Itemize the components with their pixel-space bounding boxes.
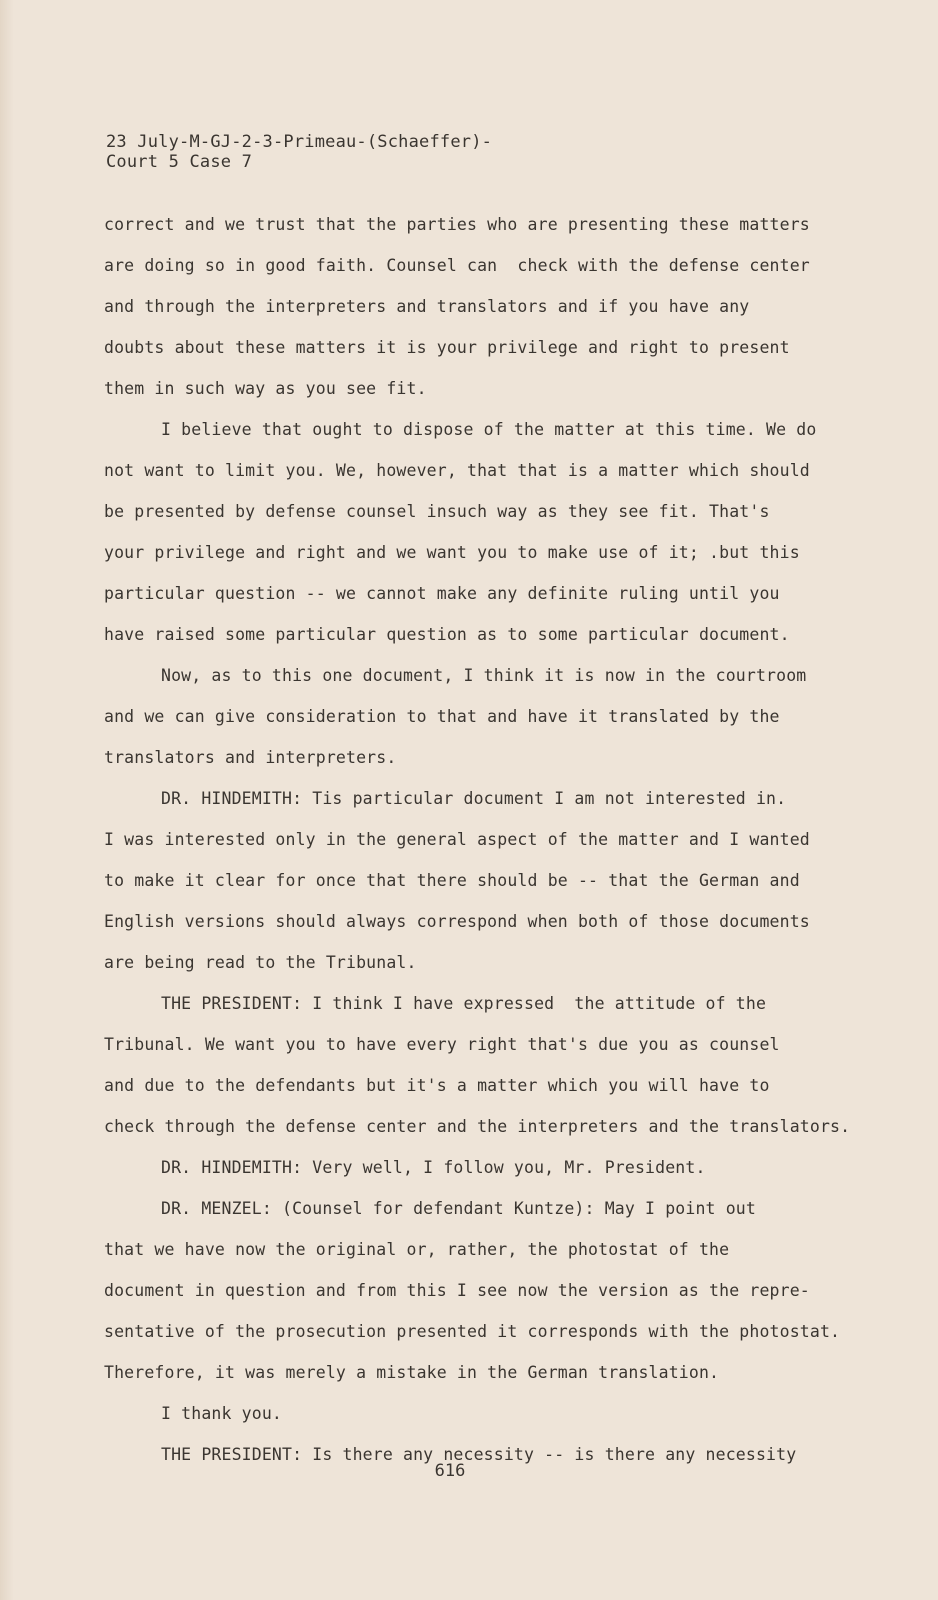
text-line: THE PRESIDENT: Is there any necessity -- is there any necessity (161, 1445, 797, 1464)
text-line: I was interested only in the general aspect of the matter and I wanted (104, 830, 810, 849)
text-line: English versions should always correspond when both of those documents (104, 912, 810, 931)
text-line: not want to limit you. We, however, that that is a matter which should (104, 461, 810, 480)
text-line: and we can give consideration to that and have it translated by the (104, 707, 780, 726)
text-line: Therefore, it was merely a mistake in the German translation. (104, 1363, 720, 1382)
text-line: translators and interpreters. (104, 748, 397, 767)
text-line: have raised some particular question as to some particular document. (104, 625, 790, 644)
text-line: doubts about these matters it is your privilege and right to present (104, 338, 790, 357)
header (106, 132, 492, 172)
text-line: your privilege and right and we want you to make use of it; .but this (104, 543, 800, 562)
text-line: THE PRESIDENT: I think I have expressed the attitude of the (161, 994, 767, 1013)
text-line: check through the defense center and the interpreters and the translators. (104, 1117, 851, 1136)
text-line: DR. HINDEMITH: Tis particular document I am not interested in. (161, 789, 787, 808)
text-line: and through the interpreters and translators and if you have any (104, 297, 750, 316)
text-line: Now, as to this one document, I think it is now in the courtroom (161, 666, 807, 685)
transcript-body (104, 204, 864, 1475)
text-line: particular question -- we cannot make any definite ruling until you (104, 584, 780, 603)
header-line-2: Court 5 Case 7 (106, 152, 253, 172)
text-line: DR. HINDEMITH: Very well, I follow you, Mr. President. (161, 1158, 706, 1177)
text-line: that we have now the original or, rather, the photostat of the (104, 1240, 730, 1259)
text-line: are being read to the Tribunal. (104, 953, 417, 972)
text-line: DR. MENZEL: (Counsel for defendant Kuntze): May I point out (161, 1199, 756, 1218)
text-line: and due to the defendants but it's a matter which you will have to (104, 1076, 770, 1095)
text-line: I believe that ought to dispose of the matter at this time. We do (161, 420, 817, 439)
page-edge (0, 0, 14, 1600)
text-line: document in question and from this I see now the version as the repre- (104, 1281, 810, 1300)
page-number: 616 (434, 1461, 466, 1481)
text-line: be presented by defense counsel insuch way as they see fit. That's (104, 502, 770, 521)
text-line: I thank you. (161, 1404, 283, 1423)
text-line: them in such way as you see fit. (104, 379, 427, 398)
text-line: correct and we trust that the parties who are presenting these matters (104, 215, 810, 234)
text-line: sentative of the prosecution presented it corresponds with the photostat. (104, 1322, 841, 1341)
header-line-1: 23 July-M-GJ-2-3-Primeau-(Schaeffer)- (106, 132, 493, 152)
text-line: to make it clear for once that there should be -- that the German and (104, 871, 800, 890)
text-line: Tribunal. We want you to have every right that's due you as counsel (104, 1035, 780, 1054)
text-line: are doing so in good faith. Counsel can check with the defense center (104, 256, 810, 275)
